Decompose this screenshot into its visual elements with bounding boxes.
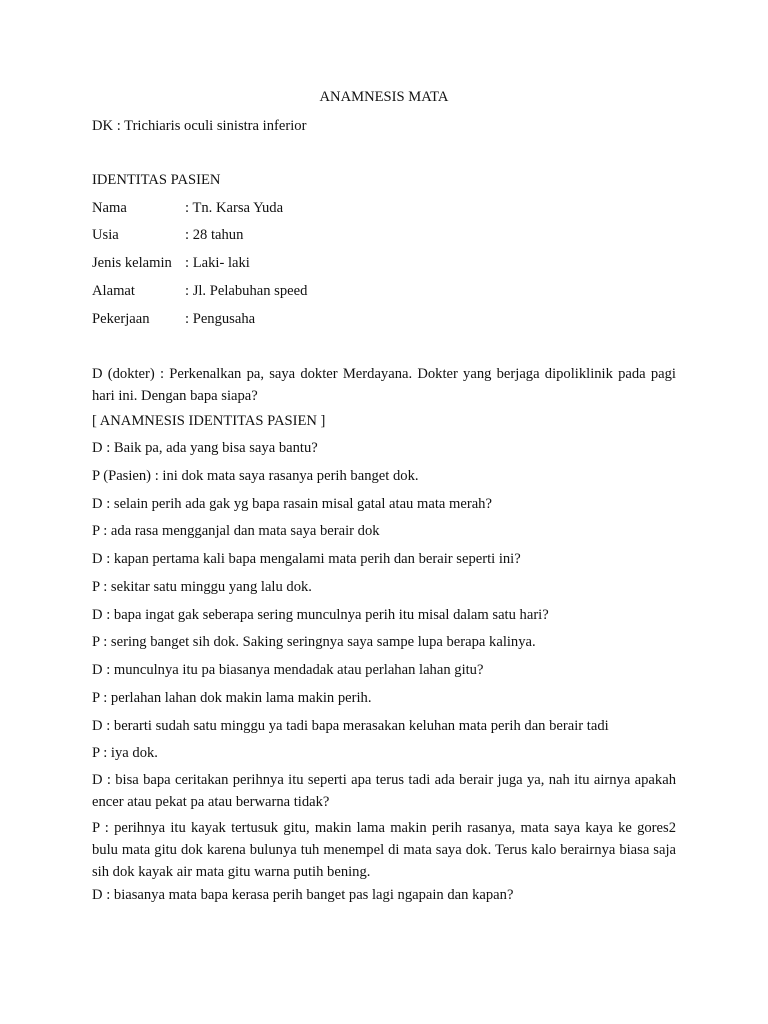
- diagnosis-line: DK : Trichiaris oculi sinistra inferior: [92, 118, 307, 134]
- identity-label: Jenis kelamin: [92, 255, 172, 271]
- dialogue-line: D : biasanya mata bapa kerasa perih banget pas lagi ngapain dan kapan?: [92, 887, 514, 903]
- identity-value: : Laki- laki: [185, 255, 250, 271]
- identity-value: : 28 tahun: [185, 227, 244, 243]
- dialogue-line: P : sekitar satu minggu yang lalu dok.: [92, 579, 312, 595]
- document-page: [92, 0, 676, 1024]
- identity-heading: IDENTITAS PASIEN: [92, 172, 221, 188]
- dialogue-line: D : bisa bapa ceritakan perihnya itu seperti apa terus tadi ada berair juga ya, nah itu airnya apakah encer atau pekat pa atau berwarna tidak?: [92, 772, 676, 810]
- dialogue-line: D : bapa ingat gak seberapa sering munculnya perih itu misal dalam satu hari?: [92, 607, 549, 623]
- identity-label: Nama: [92, 200, 127, 216]
- dialogue-line: P (Pasien) : ini dok mata saya rasanya perih banget dok.: [92, 468, 419, 484]
- dialogue-line: D : selain perih ada gak yg bapa rasain misal gatal atau mata merah?: [92, 496, 492, 512]
- identity-value: : Jl. Pelabuhan speed: [185, 283, 308, 299]
- identity-value: : Tn. Karsa Yuda: [185, 200, 284, 216]
- dialogue-line: D : munculnya itu pa biasanya mendadak atau perlahan lahan gitu?: [92, 662, 484, 678]
- dialogue-line: P : perihnya itu kayak tertusuk gitu, makin lama makin perih rasanya, mata saya kaya ke gores2 bulu mata gitu dok karena bulunya tuh menempel di mata saya dok. Terus kalo berairnya biasa saja sih dok kayak air mata gitu warna putih bening.: [92, 820, 676, 880]
- dialogue-line: P : perlahan lahan dok makin lama makin perih.: [92, 690, 372, 706]
- dialogue-line: D : kapan pertama kali bapa mengalami mata perih dan berair seperti ini?: [92, 551, 521, 567]
- document-title: ANAMNESIS MATA: [319, 89, 449, 105]
- identity-label: Usia: [92, 227, 119, 243]
- identity-label: Alamat: [92, 283, 135, 299]
- identity-value: : Pengusaha: [185, 311, 256, 327]
- dialogue-line: P : sering banget sih dok. Saking seringnya saya sampe lupa berapa kalinya.: [92, 634, 536, 650]
- dialogue-line: D (dokter) : Perkenalkan pa, saya dokter Merdayana. Dokter yang berjaga dipoliklinik pada pagi hari ini. Dengan bapa siapa?: [92, 366, 676, 404]
- dialogue-line: P : ada rasa mengganjal dan mata saya berair dok: [92, 523, 380, 539]
- dialogue-line: P : iya dok.: [92, 745, 158, 761]
- dialogue-section-marker: [ ANAMNESIS IDENTITAS PASIEN ]: [92, 413, 326, 429]
- dialogue-line: D : Baik pa, ada yang bisa saya bantu?: [92, 440, 318, 456]
- dialogue-line: D : berarti sudah satu minggu ya tadi bapa merasakan keluhan mata perih dan berair tadi: [92, 718, 609, 734]
- identity-label: Pekerjaan: [92, 311, 150, 327]
